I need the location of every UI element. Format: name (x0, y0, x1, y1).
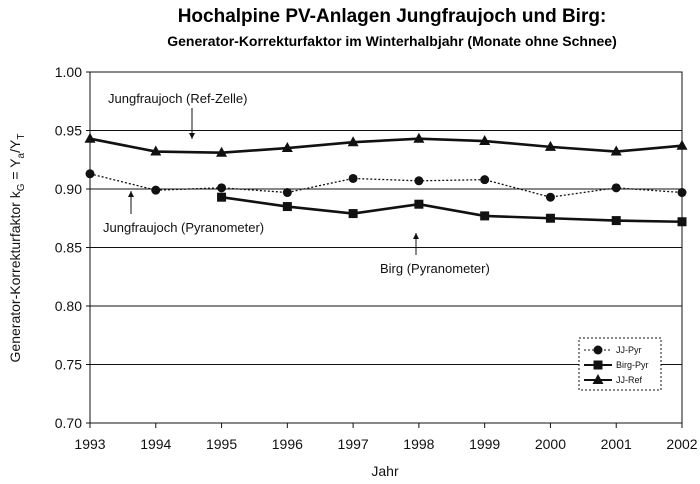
annotation-label: Jungfraujoch (Pyranometer) (103, 220, 265, 235)
y-tick-label: 0.85 (54, 239, 82, 256)
data-point (151, 186, 160, 195)
data-point (283, 202, 292, 211)
data-point (612, 216, 621, 225)
y-axis-ticks (55, 64, 90, 431)
annotation-label: Birg (Pyranometer) (380, 261, 490, 276)
data-point (612, 183, 621, 192)
x-tick-label: 1996 (271, 436, 303, 452)
series-line (90, 139, 682, 153)
data-point (283, 188, 292, 197)
x-tick-label: 1999 (469, 436, 501, 452)
y-axis-label-sub3: T (16, 133, 27, 140)
chart-subtitle: Generator-Korrekturfaktor im Winterhalbjahr (Monate ohne Schnee) (167, 33, 617, 49)
x-tick-label: 1995 (205, 436, 238, 452)
data-point (85, 133, 96, 143)
gridlines (90, 131, 682, 365)
y-tick-label: 0.80 (54, 298, 82, 314)
data-point (414, 200, 423, 209)
x-tick-label: 1997 (337, 436, 369, 452)
legend-swatch-marker (594, 361, 603, 370)
arrow-head (189, 133, 195, 139)
x-axis-ticks (74, 423, 697, 452)
x-tick-label: 1998 (403, 436, 435, 452)
data-point (480, 175, 489, 184)
y-axis-label-main: Generator-Korrekturfaktor k (7, 191, 23, 363)
data-point (546, 214, 555, 223)
legend-label: JJ-Pyr (616, 345, 642, 355)
data-point (678, 188, 687, 197)
legend-swatch-marker (594, 346, 603, 355)
data-point (677, 140, 688, 150)
plot-area (55, 64, 698, 452)
legend-label: JJ-Ref (616, 375, 643, 385)
legend (579, 338, 661, 390)
x-tick-label: 2000 (534, 436, 567, 452)
y-axis-label-eq: = Y (7, 158, 23, 184)
y-tick-label: 0.95 (54, 122, 82, 139)
annotations (103, 91, 490, 276)
series-line (90, 174, 682, 197)
data-point (546, 193, 555, 202)
y-axis-label-sub1: G (16, 183, 27, 192)
y-axis-label-sub2: a (16, 152, 27, 159)
x-tick-label: 1993 (74, 436, 106, 452)
data-point (349, 209, 358, 218)
data-point (86, 169, 95, 178)
data-point (480, 211, 489, 220)
x-tick-label: 2002 (666, 436, 698, 452)
y-axis-label-div: /Y (7, 139, 23, 153)
x-tick-label: 1994 (140, 436, 172, 452)
series-birg-pyr (217, 193, 686, 227)
series-jj-pyr (86, 169, 687, 201)
legend-label: Birg-Pyr (616, 360, 649, 370)
y-tick-label: 1.00 (54, 64, 82, 80)
series-jj-ref (85, 133, 688, 157)
y-tick-label: 0.70 (54, 415, 82, 431)
arrow-head (128, 191, 134, 197)
y-tick-label: 0.75 (54, 356, 82, 373)
y-axis-label (7, 134, 27, 363)
arrow-head (413, 233, 419, 239)
annotation-label: Jungfraujoch (Ref-Zelle) (108, 91, 248, 106)
data-point (217, 193, 226, 202)
series-layer (85, 133, 688, 227)
y-tick-label: 0.90 (54, 181, 82, 197)
data-point (678, 217, 687, 226)
chart-title: Hochalpine PV-Anlagen Jungfraujoch und Birg: (177, 6, 607, 27)
data-point (349, 174, 358, 183)
x-axis-label: Jahr (371, 463, 399, 479)
data-point (217, 183, 226, 192)
x-tick-label: 2001 (600, 436, 632, 452)
data-point (414, 176, 423, 185)
